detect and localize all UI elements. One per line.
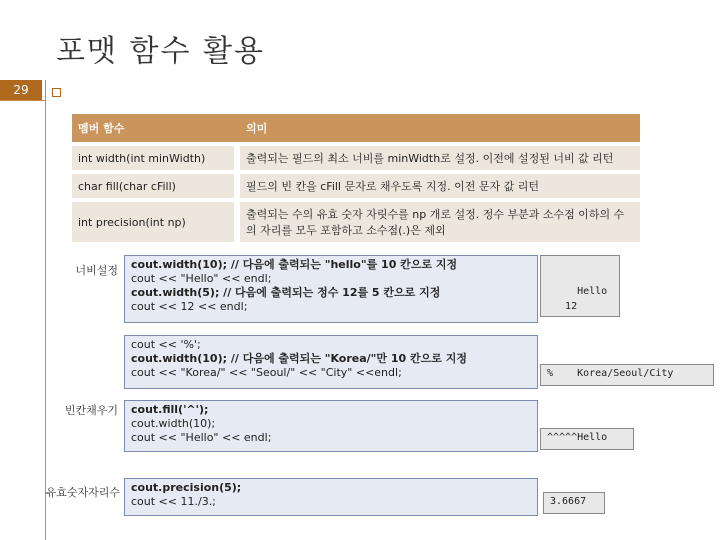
divider-vertical [45,80,46,540]
output-box-precision: 3.6667 [543,492,605,514]
output-box-width-2: % Korea/Seoul/City [540,364,714,386]
precision-label: 유효숫자자리수 [45,486,120,499]
member-function-table [72,110,640,246]
code-block-fill [124,400,538,452]
table-cell: 출력되는 수의 유효 숫자 자릿수를 np 개로 설정. 정수 부분과 소수점 이하의 수의 자리를 모두 포함하고 소수점(.)은 제외 [240,202,640,242]
code-line: cout.width(10); [131,417,216,430]
bullet-square-icon [52,88,61,97]
divider-horizontal [0,100,46,101]
code-block-precision [124,478,538,516]
table-row [72,174,640,198]
code-line: cout.precision(5); [131,481,242,494]
slide-number: 29 [0,80,42,100]
code-line: cout.width(10); // 다음에 출력되는 "Korea/"만 10 칸으로 지정 [131,352,467,365]
table-cell: 필드의 빈 칸을 cFill 문자로 채우도록 지정. 이전 문자 값 리턴 [240,174,640,198]
output-box-width: Hello 12 [540,255,620,317]
output-box-fill: ^^^^^Hello [540,428,634,450]
table-cell: 출력되는 필드의 최소 너비를 minWidth로 설정. 이전에 설정된 너비 값 리턴 [240,146,640,170]
table-cell: int width(int minWidth) [72,146,234,170]
table-cell: int precision(int np) [72,202,234,242]
code-line: cout.width(5); // 다음에 출력되는 정수 12를 5 칸으로 지정 [131,286,441,299]
code-line: cout << "Hello" << endl; [131,272,272,285]
code-line: cout << "Korea/" << "Seoul/" << "City" <<endl; [131,366,402,379]
code-block-width [124,255,538,323]
table-header-row [72,114,640,142]
slide-title: 포맷 함수 활용 [56,34,265,69]
code-block-width-2 [124,335,538,389]
table-row [72,146,640,170]
code-line: cout << 12 << endl; [131,300,248,313]
fill-label: 빈칸채우기 [64,404,118,417]
code-line: cout << '%'; [131,338,201,351]
width-label: 너비설정 [75,264,118,277]
table-header-cell: 멤버 함수 [72,114,234,142]
table-row [72,202,640,242]
code-line: cout.fill('^'); [131,403,209,416]
table-cell: char fill(char cFill) [72,174,234,198]
table-header-cell: 의미 [240,114,640,142]
code-line: cout << 11./3.; [131,495,216,508]
code-line: cout.width(10); // 다음에 출력되는 "hello"를 10 칸으로 지정 [131,258,458,271]
code-line: cout << "Hello" << endl; [131,431,272,444]
